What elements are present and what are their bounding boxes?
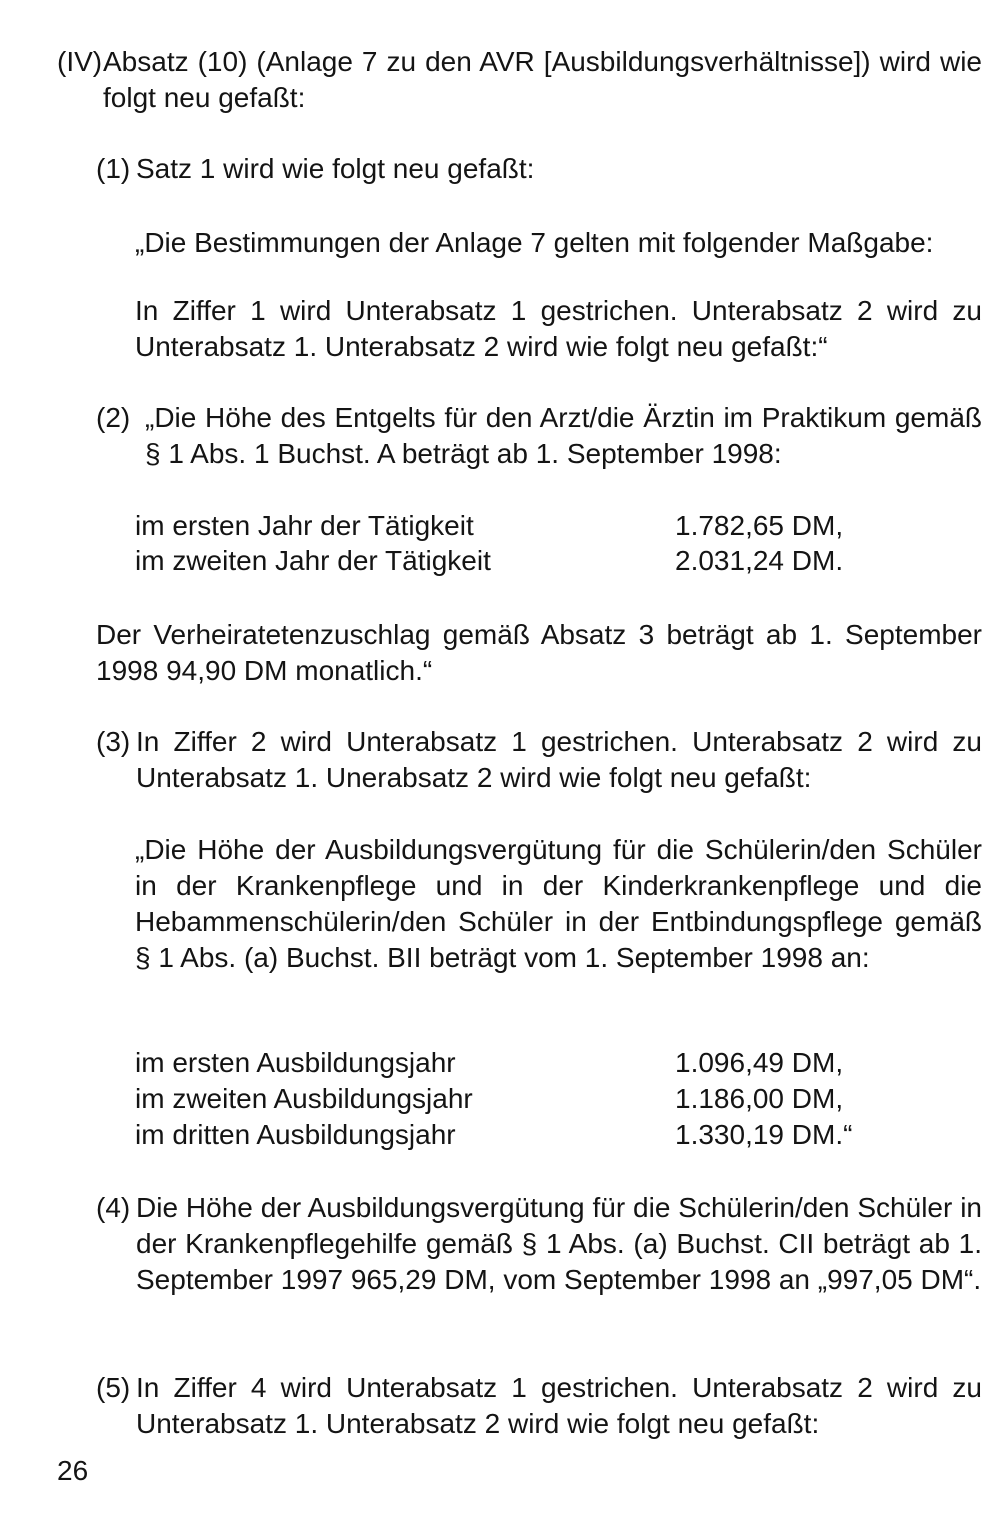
- item-5-number: (5): [96, 1372, 131, 1403]
- item-1-text: Satz 1 wird wie folgt neu gefaßt:: [136, 153, 535, 184]
- item-5-text: In Ziffer 4 wird Unterabsatz 1 gestrichen. Unterabsatz 2 wird zu Unterabsatz 1. Unterabsatz 2 wird wie folgt neu gefaßt:: [136, 1372, 982, 1439]
- item-3-row-1: [135, 1045, 895, 1081]
- item-2-row-1-amount: 1.782,65 DM,: [675, 510, 844, 541]
- section-iv-text: Absatz (10) (Anlage 7 zu den AVR [Ausbildungsverhältnisse]) wird wie folgt neu gefaßt:: [103, 46, 982, 113]
- item-4: [96, 1190, 982, 1298]
- item-3-row-3-label: im dritten Ausbildungsjahr: [135, 1119, 456, 1150]
- item-2-row-2-label: im zweiten Jahr der Tätigkeit: [135, 545, 491, 576]
- item-1-quote-2: In Ziffer 1 wird Unterabsatz 1 gestrichen. Unterabsatz 2 wird zu Unterabsatz 1. Unterabsatz 2 wird wie folgt neu gefaßt:“: [135, 295, 982, 362]
- item-3-row-3-amount: 1.330,19 DM.“: [675, 1119, 853, 1150]
- item-2-text: „Die Höhe des Entgelts für den Arzt/die Ärztin im Praktikum gemäß § 1 Abs. 1 Buchst. A beträgt ab 1. September 1998:: [145, 402, 982, 469]
- item-1-quote-1: „Die Bestimmungen der Anlage 7 gelten mit folgender Maßgabe:: [135, 227, 934, 258]
- item-5: [96, 1370, 982, 1442]
- item-1: [96, 151, 982, 187]
- item-2: [96, 400, 982, 472]
- section-iv-number: (IV): [57, 46, 103, 77]
- item-2-row-2: [135, 543, 895, 579]
- item-2-note: Der Verheiratetenzuschlag gemäß Absatz 3 beträgt ab 1. September 1998 94,90 DM monatlich.“: [96, 619, 982, 686]
- item-2-row-2-amount: 2.031,24 DM.: [675, 545, 844, 576]
- page-number: 26: [57, 1455, 89, 1486]
- item-3-row-2-amount: 1.186,00 DM,: [675, 1083, 844, 1114]
- item-1-number: (1): [96, 153, 131, 184]
- item-4-text: Die Höhe der Ausbildungsvergütung für die Schülerin/den Schüler in der Krankenpflegehilfe gemäß § 1 Abs. (a) Buchst. CII beträgt ab 1. September 1997 965,29 DM, vom September 1998 an „997,05 DM“.: [136, 1192, 982, 1295]
- item-3-number: (3): [96, 726, 131, 757]
- item-2-number: (2): [96, 402, 131, 433]
- section-iv: [57, 44, 982, 116]
- item-3-row-1-amount: 1.096,49 DM,: [675, 1047, 844, 1078]
- item-3-row-2-label: im zweiten Ausbildungsjahr: [135, 1083, 473, 1114]
- item-2-row-1: [135, 508, 895, 544]
- item-4-number: (4): [96, 1192, 131, 1223]
- item-3-row-2: [135, 1081, 895, 1117]
- item-3-row-1-label: im ersten Ausbildungsjahr: [135, 1047, 456, 1078]
- item-3-text: In Ziffer 2 wird Unterabsatz 1 gestrichen. Unterabsatz 2 wird zu Unterabsatz 1. Unerabsatz 2 wird wie folgt neu gefaßt:: [136, 726, 982, 793]
- item-3-row-3: [135, 1117, 895, 1153]
- item-3-quote: „Die Höhe der Ausbildungsvergütung für die Schülerin/den Schüler in der Krankenpflege und in der Kinderkrankenpflege und die Hebammenschülerin/den Schüler in der Entbindungspflege gemäß § 1 Abs. (a) Buchst. BII beträgt vom 1. September 1998 an:: [135, 834, 982, 973]
- item-3: [96, 724, 982, 796]
- item-2-row-1-label: im ersten Jahr der Tätigkeit: [135, 510, 474, 541]
